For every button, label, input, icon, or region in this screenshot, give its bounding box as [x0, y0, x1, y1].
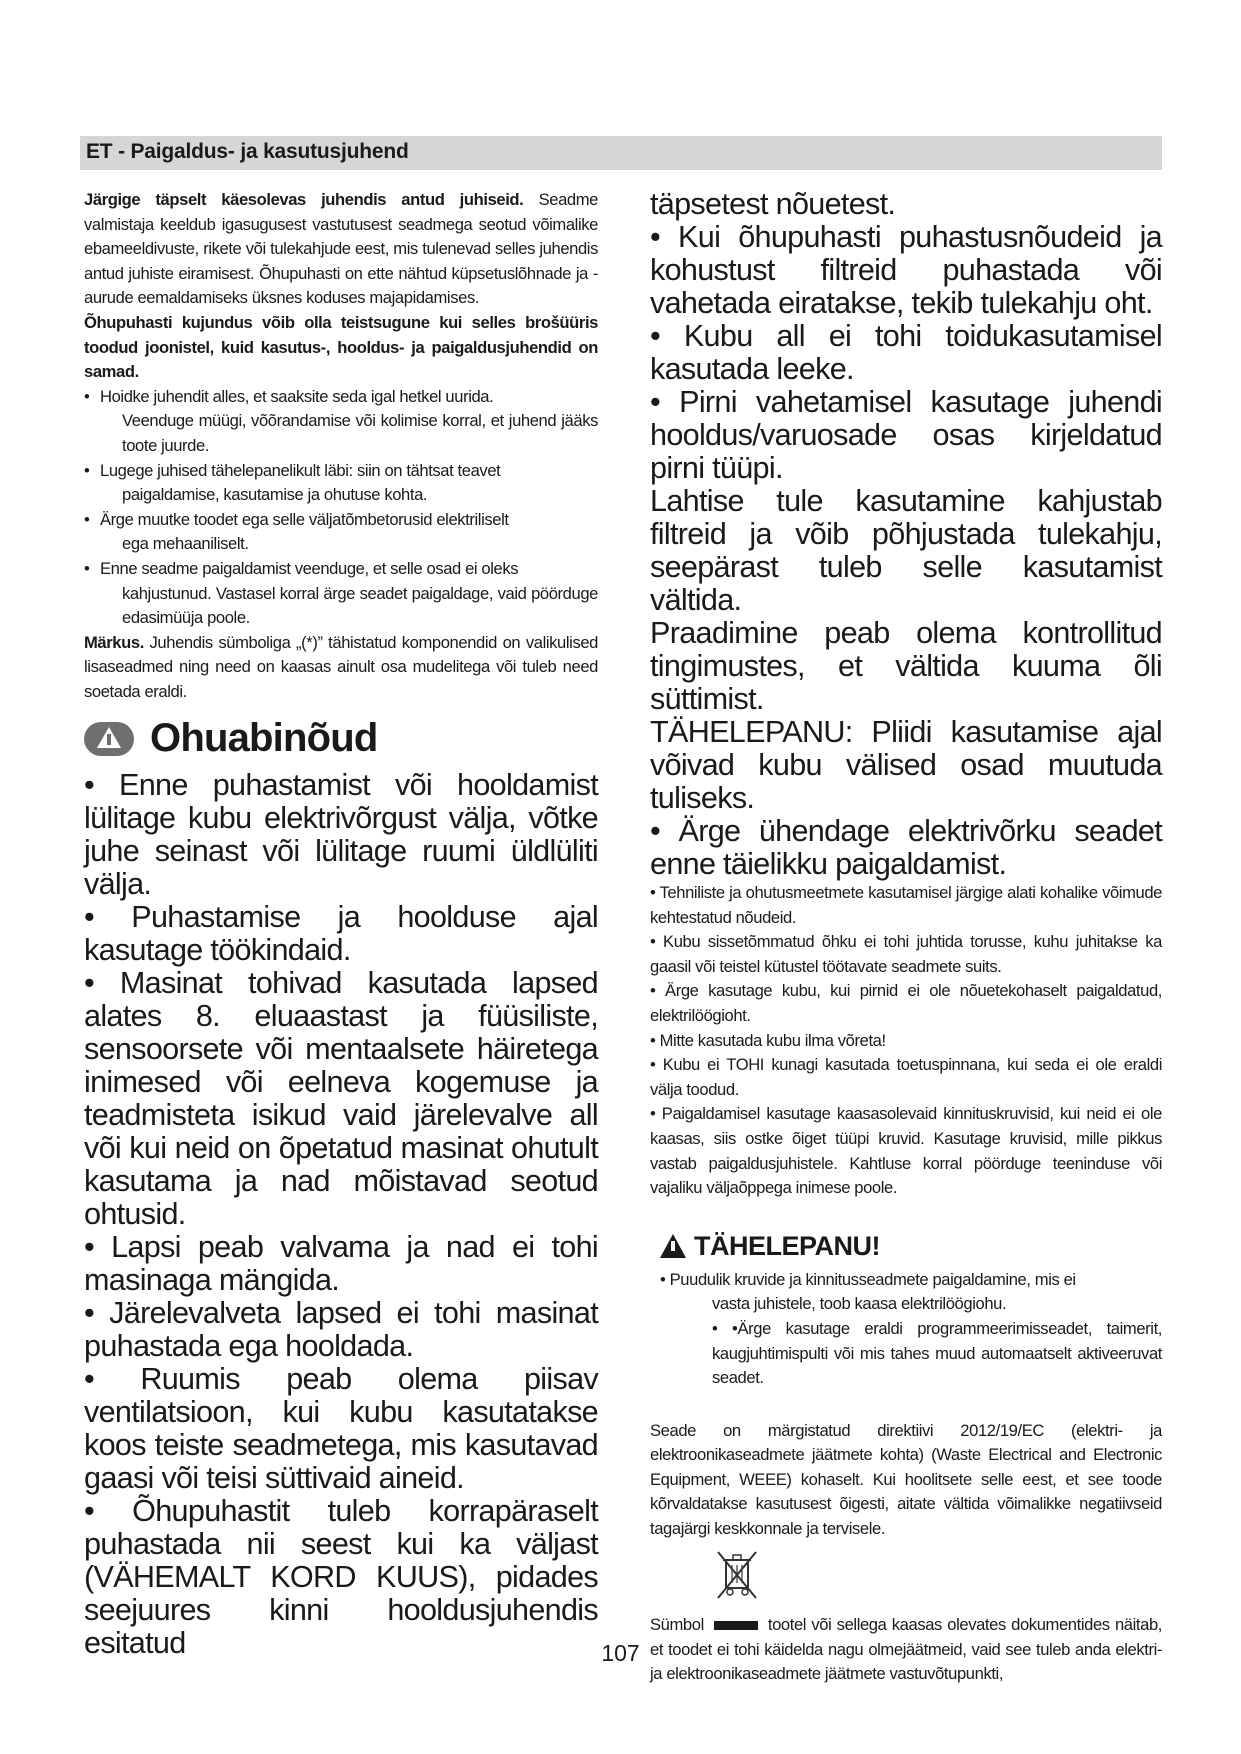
- list-item: • Hoidke juhendit alles, et saaksite seda igal hetkel uurida. Veenduge müügi, võõrandamise või kolimise korral, et juhend jääks toote juurde.: [84, 385, 598, 459]
- attention-heading: [650, 1231, 1162, 1262]
- attention-item: [650, 1268, 1162, 1293]
- safety-paragraph: TÄHELEPANU: Pliidi kasutamise ajal võivad kubu välised osad muutuda tuliseks.: [650, 715, 1162, 815]
- safety-paragraph: • Pirni vahetamisel kasutage juhendi hooldus/varuosade osas kirjeldatud pirni tüüpi.: [650, 385, 1162, 485]
- safety-paragraph: • Õhupuhastit tuleb korrapäraselt puhastada nii seest kui ka väljast (VÄHEMALT KORD KUUS), pidades seejuures kinni hooldusjuhendis esitatud: [84, 1494, 598, 1661]
- list-item-first: Ärge muutke toodet ega selle väljatõmbetorusid elektriliselt: [100, 509, 509, 529]
- safety-paragraph: • Lapsi peab valvama ja nad ei tohi masinaga mängida.: [84, 1230, 598, 1298]
- intro-text: Seadme valmistaja keeldub igasugusest vastutusest seadmega seotud võimalike ebameeldivuste, rikete või tulekahjude eest, mis tulenevad selles juhendis antud juhiste eiramisest. Õhupuhasti on ette nähtud küpsetuslõhnade ja -aurude eemaldamiseks üksnes koduses majapidamises.: [84, 190, 598, 308]
- list-item-first: Hoidke juhendit alles, et saaksite seda igal hetkel uurida.: [100, 386, 494, 406]
- intro-block: [84, 188, 598, 704]
- attention-title: TÄHELEPANU!: [694, 1230, 880, 1261]
- safety-paragraph: täpsetest nõuetest.: [650, 187, 896, 221]
- safety-paragraph: • Masinat tohivad kasutada lapsed alates 8. eluaastast ja füüsiliste, sensoorsete või mentaalsete häiretega inimesed või eelneva kogemuse ja teadmisteta isikud vaid järelevalve all või kui neid on õpetatud masinat ohutult kasutama ja nad mõistavad seotud ohtusid.: [84, 966, 598, 1232]
- crossed-bin-icon: [712, 1548, 762, 1606]
- safety-paragraph: • Puhastamise ja hoolduse ajal kasutage töökindaid.: [84, 900, 598, 968]
- list-item: • Enne seadme paigaldamist veenduge, et selle osad ei oleks kahjustunud. Vastasel korral ärge seadet paigaldage, vaid pöörduge edasimüüja poole.: [84, 557, 598, 631]
- weee-paragraph: Seade on märgistatud direktiivi 2012/19/EC (elektri- ja elektroonikaseadmete jäätmete kohta) (Waste Electrical and Electronic Equipment, WEEE) kohaselt. Kui hoolitsete selle eest, et see toode kõrvaldatakse kasutusest õigesti, aitate vältida võimalikke negatiivseid tagajärgi keskkonnale ja tervisele.: [650, 1420, 1162, 1539]
- list-item: • Ärge muutke toodet ega selle väljatõmbetorusid elektriliselt ega mehaaniliselt.: [84, 508, 598, 557]
- safety-paragraph: • Kui õhupuhasti puhastusnõudeid ja kohustust filtreid puhastada või vahetada eiratakse, tekib tulekahju oht.: [650, 220, 1162, 320]
- warning-icon: [84, 722, 134, 756]
- attention-list: [650, 1268, 1162, 1391]
- attention-item-cont: vasta juhistele, toob kaasa elektrilöögiohu.: [712, 1294, 1007, 1314]
- rule-item: • Mitte kasutada kubu ilma võreta!: [650, 1030, 886, 1050]
- list-item: • Lugege juhised tähelepanelikult läbi: siin on tähtsat teavet paigaldamise, kasutamise ja ohutuse kohta.: [84, 459, 598, 508]
- safety-paragraph: • Ruumis peab olema piisav ventilatsioon, kui kubu kasutatakse koos teiste seadmetega, mis kasutavad gaasi või teisi süttivaid aineid.: [84, 1362, 598, 1496]
- list-item-first: Enne seadme paigaldamist veenduge, et selle osad ei oleks: [100, 558, 519, 578]
- rule-item: • Kubu sissetõmmatud õhku ei tohi juhtida torusse, kuhu juhitakse ka gaasil või teistel kütustel töötavate seadmete suits.: [650, 932, 1162, 976]
- intro-bullet-list: [84, 385, 598, 631]
- alert-triangle-icon: [660, 1234, 686, 1258]
- rule-item: • Paigaldamisel kasutage kaasasolevaid kinnituskruvisid, kui neid ei ole kaasas, siis ostke õiget tüüpi kruvid. Kasutage kruvisid, mille pikkus vastab paigaldusjuhistele. Kahtluse korral pöörduge teeninduse või vajaliku väljaõppega inimese poole.: [650, 1104, 1162, 1198]
- remark-label: Märkus.: [84, 632, 144, 652]
- safety-paragraphs: [84, 769, 598, 1660]
- rule-item: • Tehniliste ja ohutusmeetmete kasutamisel järgige alati kohalike võimude kehtestatud nõudeid.: [650, 883, 1162, 927]
- black-bar-icon: [714, 1621, 758, 1630]
- list-item-rest: kahjustunud. Vastasel korral ärge seadet paigaldage, vaid pöörduge edasimüüja poole.: [122, 583, 598, 628]
- intro-bold: Järgige täpselt käesolevas juhendis antud juhiseid.: [84, 190, 524, 209]
- list-item-first: Lugege juhised tähelepanelikult läbi: siin on tähtsat teavet: [100, 460, 501, 480]
- safety-paragraph: • Ärge ühendage elektrivõrku seadet enne täielikku paigaldamist.: [650, 814, 1162, 881]
- section-title: ET - Paigaldus- ja kasutusjuhend: [86, 140, 409, 163]
- list-item-rest: Veenduge müügi, võõrandamise või kolimise korral, et juhend jääks toote juurde.: [122, 411, 598, 455]
- remark-paragraph: [84, 631, 598, 705]
- remark-text: Juhendis sümboliga „(*)” tähistatud komponendid on valikulised lisaseadmed ning need on kaasas ainult osa mudelitega või tuleb need soetada eraldi.: [84, 632, 598, 701]
- rule-item: • Kubu ei TOHI kunagi kasutada toetuspinnana, kui seda ei ole eraldi välja toodud.: [650, 1055, 1162, 1099]
- safety-title: Ohuabinõud: [150, 716, 378, 761]
- safety-paragraph: Lahtise tule kasutamine kahjustab filtreid ja võib põhjustada tulekahju, seepärast tuleb selle kasutamist vältida.: [650, 484, 1162, 617]
- safety-paragraph: • Järelevalveta lapsed ei tohi masinat puhastada ega hooldada.: [84, 1296, 598, 1364]
- page-number: 107: [601, 1640, 640, 1666]
- safety-heading: [84, 716, 598, 761]
- left-column: [84, 188, 598, 1660]
- attention-item: • •Ärge kasutage eraldi programmeerimisseadet, taimerit, kaugjuhtimispulti või mis tahes muud automaatselt aktiveeruvat seadet.: [712, 1318, 1162, 1388]
- section-header-bar: [80, 136, 1162, 170]
- list-item-rest: ega mehaaniliselt.: [122, 534, 249, 554]
- symbol-word: Sümbol: [650, 1615, 704, 1635]
- safety-paragraph: • Kubu all ei tohi toidukasutamisel kasutada leeke.: [650, 319, 1162, 386]
- design-note: [84, 311, 598, 385]
- rule-item: • Ärge kasutage kubu, kui pirnid ei ole nõuetekohaselt paigaldatud, elektrilöögioht.: [650, 981, 1162, 1025]
- safety-paragraph: • Enne puhastamist või hooldamist lülitage kubu elektrivõrgust välja, võtke juhe seinast või lülitage ruumi üldlüliti välja.: [84, 768, 598, 902]
- intro-paragraph: [84, 188, 598, 311]
- right-column: [650, 188, 1162, 1687]
- safety-paragraph: Praadimine peab olema kontrollitud tingimustes, et vältida kuuma õli süttimist.: [650, 616, 1162, 716]
- technical-rules: [650, 881, 1162, 1201]
- attention-item-first: • Puudulik kruvide ja kinnitusseadmete paigaldamine, mis ei: [660, 1269, 1076, 1289]
- symbol-text: tootel või sellega kaasas olevates dokumentides näitab, et toodet ei tohi käidelda nagu olmejäätmeid, vaid see tuleb anda elektri- ja elektroonikaseadmete jäätmete vastuvõtupunkti,: [650, 1615, 1162, 1684]
- list-item-rest: paigaldamise, kasutamise ja ohutuse kohta.: [122, 485, 428, 505]
- design-note-bold: Õhupuhasti kujundus võib olla teistsugune kui selles brošüüris toodud joonistel, kuid kasutus-, hooldus- ja paigaldusjuhendid on samad.: [84, 312, 598, 382]
- safety-continued: [650, 188, 1162, 881]
